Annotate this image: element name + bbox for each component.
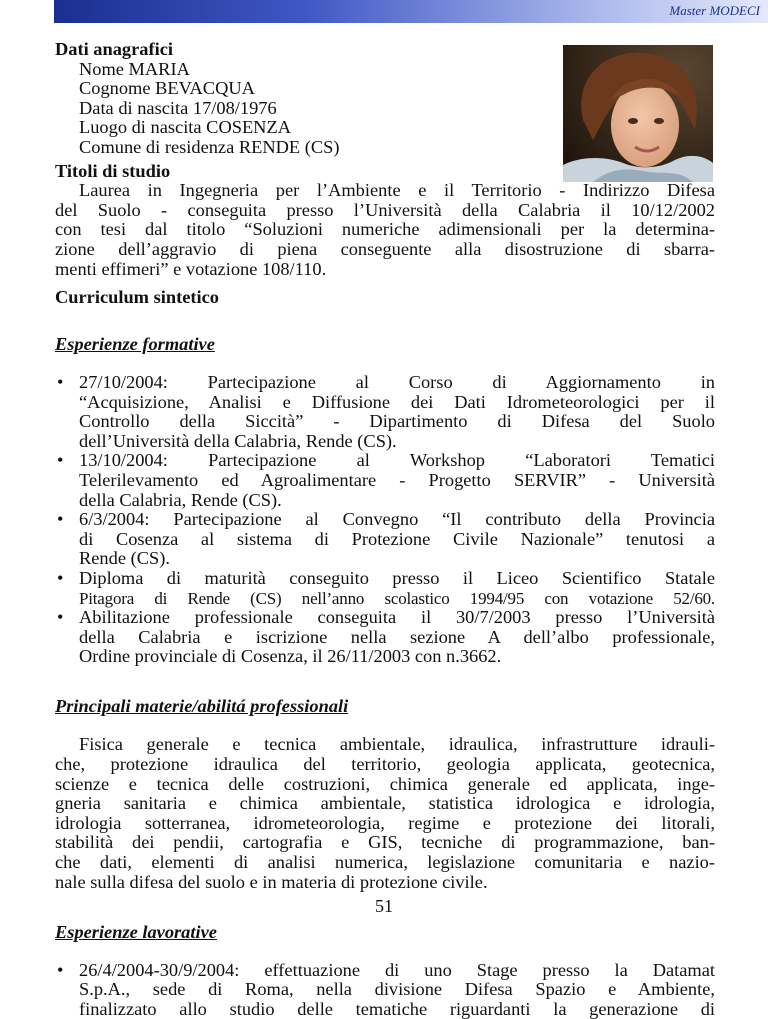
bullet: • <box>57 608 63 628</box>
anagrafica-cognome: Cognome BEVACQUA <box>55 79 715 99</box>
text-line: di Cosenza al sistema di Protezione Civile Nazionale” tenutosi a <box>79 530 715 550</box>
anagrafica-luogo-nascita: Luogo di nascita COSENZA <box>55 118 715 138</box>
text-line: scienze e tecnica delle costruzioni, chimica generale ed applicata, inge- <box>55 775 715 795</box>
page-number: 51 <box>0 896 768 917</box>
header-label: Master MODECI <box>669 3 760 19</box>
text-line: del Suolo - conseguita presso l’Università della Calabria il 10/12/2002 <box>55 201 715 221</box>
text-line: della Calabria e iscrizione nella sezione A dell’albo professionale, <box>79 628 715 648</box>
text-line: Telerilevamento ed Agroalimentare - Progetto SERVIR” - Università <box>79 471 715 491</box>
list-item <box>55 451 715 510</box>
list-item <box>55 961 715 1019</box>
text-line: dell’Università della Calabria, Rende (CS). <box>79 432 715 452</box>
text-line: “Acquisizione, Analisi e Diffusione dei Dati Idrometeorologici per il <box>79 393 715 413</box>
bullet: • <box>57 961 63 981</box>
text-line: stabilità dei pendii, cartografia e GIS, tecniche di programmazione, ban- <box>55 833 715 853</box>
text-line: Laurea in Ingegneria per l’Ambiente e il Territorio - Indirizzo Difesa <box>55 181 715 201</box>
list-item <box>55 510 715 569</box>
text-line: Rende (CS). <box>79 549 715 569</box>
bullet: • <box>57 569 63 589</box>
text-line: idrologia sotterranea, idrometeorologia, regime e protezione dei litorali, <box>55 814 715 834</box>
formative-list <box>55 373 715 667</box>
curriculum-heading: Curriculum sintetico <box>55 288 715 308</box>
text-line: che dati, elementi di analisi numerica, legislazione comunitaria e nazio- <box>55 853 715 873</box>
text-line: 26/4/2004-30/9/2004: effettuazione di uno Stage presso la Datamat <box>79 961 715 981</box>
anagrafica-nome: Nome MARIA <box>55 60 715 80</box>
header-bar <box>54 0 768 23</box>
anagrafica-residenza: Comune di residenza RENDE (CS) <box>55 138 715 158</box>
lavorative-list <box>55 961 715 1019</box>
text-line: 13/10/2004: Partecipazione al Workshop “Laboratori Tematici <box>79 451 715 471</box>
materie-heading: Principali materie/abilitá professionali <box>55 697 715 717</box>
list-item <box>55 608 715 667</box>
text-line: Controllo della Siccità” - Dipartimento di Difesa del Suolo <box>79 412 715 432</box>
text-line: zione dell’aggravio di piena conseguente alla disostruzione di sbarra- <box>55 240 715 260</box>
formative-heading: Esperienze formative <box>55 335 715 355</box>
text-line: nale sulla difesa del suolo e in materia di protezione civile. <box>55 873 715 893</box>
text-line: della Calabria, Rende (CS). <box>79 491 715 511</box>
titoli-heading: Titoli di studio <box>55 162 715 182</box>
titoli-paragraph <box>55 181 715 279</box>
text-line: Abilitazione professionale conseguita il 30/7/2003 presso l’Università <box>79 608 715 628</box>
text-line: con tesi dal titolo “Soluzioni numeriche adimensionali per la determina- <box>55 220 715 240</box>
list-item <box>55 373 715 451</box>
text-line: menti effimeri” e votazione 108/110. <box>55 260 715 280</box>
text-line: S.p.A., sede di Roma, nella divisione Difesa Spazio e Ambiente, <box>79 980 715 1000</box>
materie-paragraph <box>55 735 715 892</box>
text-line: Ordine provinciale di Cosenza, il 26/11/2003 con n.3662. <box>79 647 715 667</box>
text-line: Fisica generale e tecnica ambientale, idraulica, infrastrutture idrauli- <box>55 735 715 755</box>
text-line: finalizzato allo studio delle tematiche riguardanti la generazione di <box>79 1000 715 1019</box>
bullet: • <box>57 451 63 471</box>
document-body <box>55 40 715 1019</box>
text-line: gneria sanitaria e chimica ambientale, statistica idrologica e idrologia, <box>55 794 715 814</box>
lavorative-heading: Esperienze lavorative <box>55 923 715 943</box>
bullet: • <box>57 510 63 530</box>
text-line: Pitagora di Rende (CS) nell’anno scolastico 1994/95 con votazione 52/60. <box>79 589 715 609</box>
anagrafica-heading: Dati anagrafici <box>55 40 715 60</box>
text-line: Diploma di maturità conseguito presso il Liceo Scientifico Statale <box>79 569 715 589</box>
bullet: • <box>57 373 63 393</box>
text-line: 6/3/2004: Partecipazione al Convegno “Il contributo della Provincia <box>79 510 715 530</box>
anagrafica-data-nascita: Data di nascita 17/08/1976 <box>55 99 715 119</box>
text-line: che, protezione idraulica del territorio, geologia applicata, geotecnica, <box>55 755 715 775</box>
list-item <box>55 569 715 608</box>
text-line: 27/10/2004: Partecipazione al Corso di Aggiornamento in <box>79 373 715 393</box>
